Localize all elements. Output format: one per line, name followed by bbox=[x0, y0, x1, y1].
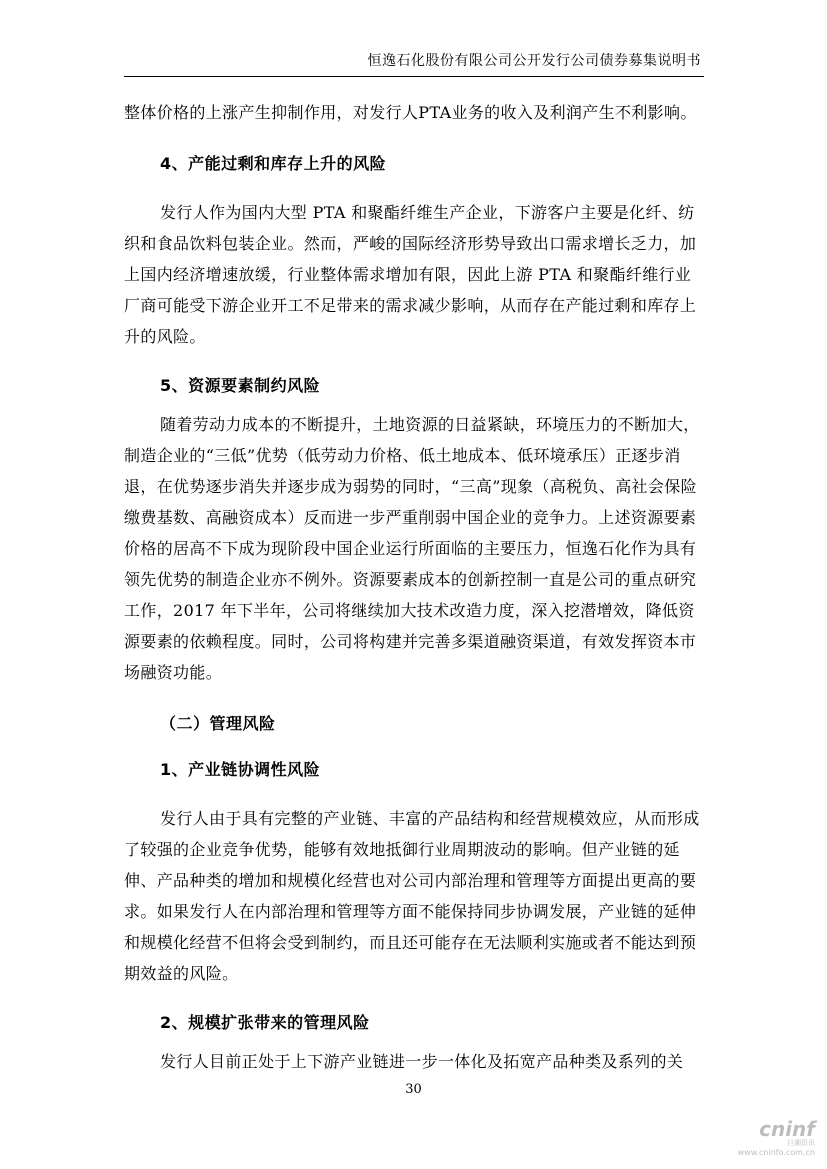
document-body bbox=[124, 97, 704, 1077]
logo-chinese-name: 巨潮资讯 bbox=[787, 1139, 815, 1147]
header-divider bbox=[124, 76, 704, 77]
cninfo-logo bbox=[735, 1119, 815, 1157]
paragraph-expansion: 发行人目前正处于上下游产业链进一步一体化及拓宽产品种类及系列的关 bbox=[160, 1052, 684, 1071]
section-heading-management-risk: （二）管理风险 bbox=[160, 714, 276, 733]
logo-url: www.cninfo.com.cn bbox=[737, 1148, 815, 1157]
paragraph-chain-coordination: 发行人由于具有完整的产业链、丰富的产品结构和经营规模效应，从而形成了较强的企业竞争优势，能够有效地抵御行业周期波动的影响。但产业链的延伸、产品种类的增加和规模化经营也对公司内部治理和管理等方面提出更高的要求。如果发行人在内部治理和管理等方面不能保持同步协调发展，产业链的延伸和规模化经营不但将会受到制约，而且还可能存在无法顺利实施或者不能达到预期效益的风险。 bbox=[124, 809, 700, 983]
document-header-title: 恒逸石化股份有限公司公开发行公司债券募集说明书 bbox=[367, 53, 701, 69]
section-heading-overcapacity-risk: 4、产能过剩和库存上升的风险 bbox=[160, 154, 387, 173]
paragraph-overcapacity: 发行人作为国内大型 PTA 和聚酯纤维生产企业，下游客户主要是化纤、纺织和食品饮料包装企业。然而，严峻的国际经济形势导致出口需求增长乏力，加上国内经济增速放缓，行业整体需求增加有限，因此上游 PTA 和聚酯纤维行业厂商可能受下游企业开工不足带来的需求减少影响，从而存在产能过剩和库存上升的风险。 bbox=[124, 203, 697, 346]
paragraph-continuation: 整体价格的上涨产生抑制作用，对发行人PTA业务的收入及利润产生不利影响。 bbox=[124, 103, 697, 122]
logo-wordmark: cninf bbox=[759, 1117, 815, 1141]
section-heading-resource-risk: 5、资源要素制约风险 bbox=[160, 376, 321, 395]
section-heading-chain-coordination-risk: 1、产业链协调性风险 bbox=[160, 760, 321, 779]
paragraph-resource: 随着劳动力成本的不断提升，土地资源的日益紧缺，环境压力的不断加大，制造企业的“三低”优势（低劳动力价格、低土地成本、低环境承压）正逐步消退，在优势逐步消失并逐步成为弱势的同时，“三高”现象（高税负、高社会保险缴费基数、高融资成本）反而进一步严重削弱中国企业的竞争力。上述资源要素价格的居高不下成为现阶段中国企业运行所面临的主要压力，恒逸石化作为具有领先优势的制造企业亦不例外。资源要素成本的创新控制一直是公司的重点研究工作，2017 年下半年，公司将继续加大技术改造力度，深入挖潜增效，降低资源要素的依赖程度。同时，公司将构建并完善多渠道融资渠道，有效发挥资本市场融资功能。 bbox=[124, 415, 700, 682]
section-heading-expansion-risk: 2、规模扩张带来的管理风险 bbox=[160, 1013, 370, 1032]
page-number: 30 bbox=[405, 1082, 422, 1097]
